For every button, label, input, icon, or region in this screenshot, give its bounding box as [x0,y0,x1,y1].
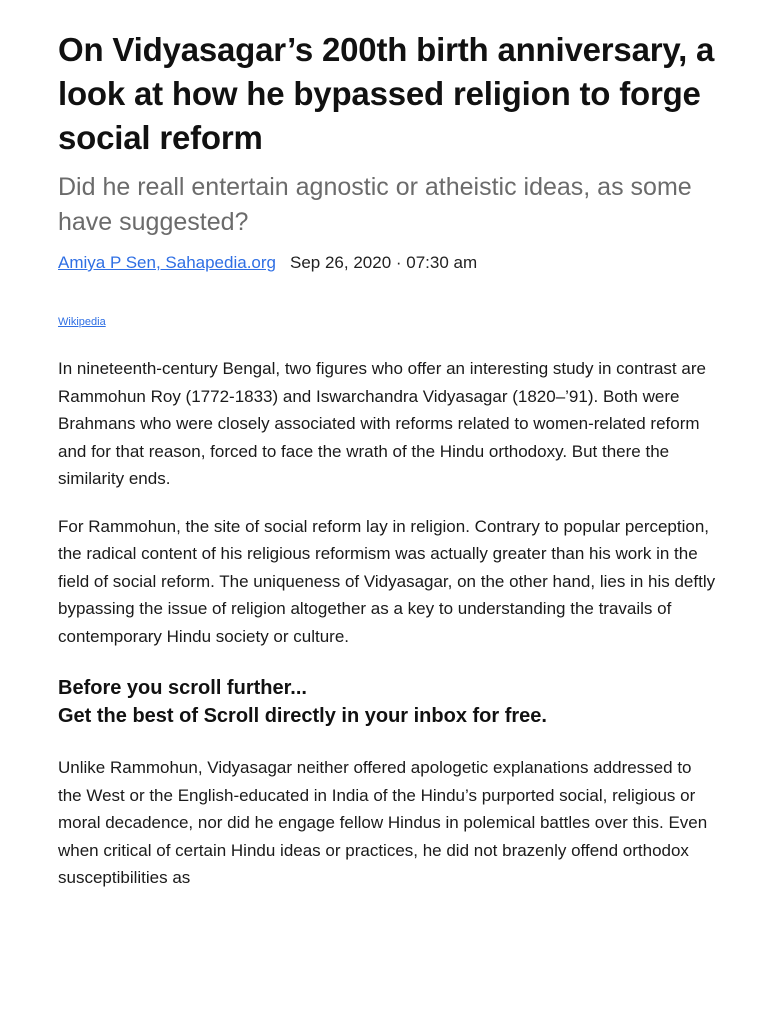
publish-date: Sep 26, 2020 · 07:30 am [290,253,478,272]
article [58,28,718,892]
paragraph-3: Unlike Rammohun, Vidyasagar neither offered apologetic explanations addressed to the West or the English-educated in India of the Hindu’s purported social, religious or moral decadence, nor did he engage fellow Hindus in polemical battles over this. Even when critical of certain Hindu ideas or practices, he did not brazenly offend orthodox susceptibilities as [58,758,708,887]
headline: On Vidyasagar’s 200th birth anniversary, a look at how he bypassed religion to forge social reform [58,31,715,156]
promo-line-1: Before you scroll further... [58,677,307,699]
author-link[interactable]: Amiya P Sen, Sahapedia.org [58,253,276,272]
paragraph-1: In nineteenth-century Bengal, two figures who offer an interesting study in contrast are Rammohun Roy (1772-1833) and Iswarchandra Vidyasagar (1820–’91). Both were Brahmans who were closely associated with reforms related to women-related reform and for that reason, forced to face the wrath of the Hindu orthodoxy. But there the similarity ends. [58,359,706,488]
byline [58,251,718,275]
promo-line-2: Get the best of Scroll directly in your inbox for free. [58,705,547,727]
newsletter-promo [58,674,718,730]
image-credit-link[interactable]: Wikipedia [58,316,106,328]
subheadline: Did he reall entertain agnostic or atheistic ideas, as some have suggested? [58,173,692,236]
image-credit [58,315,718,329]
paragraph-2: For Rammohun, the site of social reform lay in religion. Contrary to popular perception, the radical content of his religious reformism was actually greater than his work in the field of social reform. The uniqueness of Vidyasagar, on the other hand, lies in his deftly bypassing the issue of religion altogether as a key to understanding the travails of contemporary Hindu society or culture. [58,516,716,646]
